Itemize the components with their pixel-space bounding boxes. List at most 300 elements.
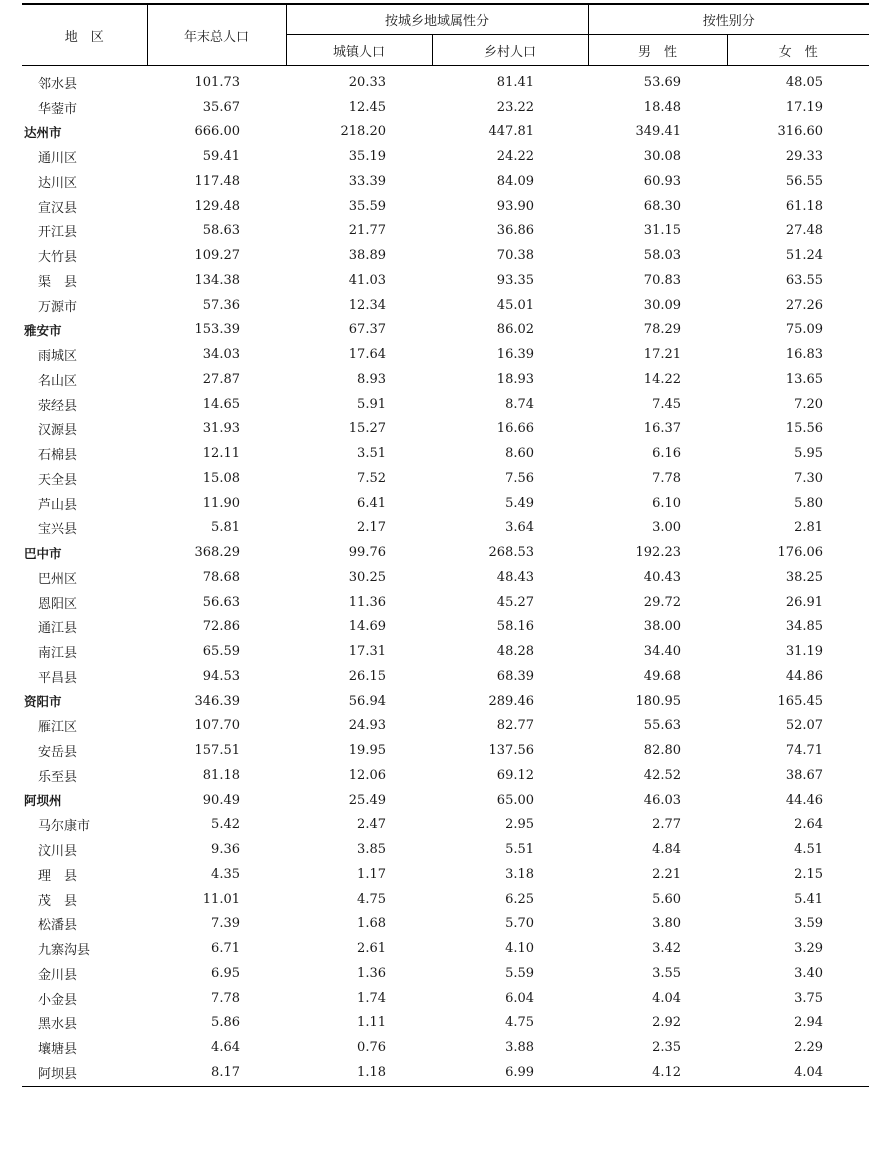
- cell-total-population: 6.95: [211, 965, 240, 981]
- cell-region-name: 巴州区: [38, 571, 78, 587]
- cell-rural-population: 81.41: [496, 74, 535, 90]
- cell-female: 2.81: [794, 520, 824, 536]
- table-row: [22, 417, 869, 442]
- cell-rural-population: 24.22: [496, 149, 535, 165]
- table-row: [22, 763, 869, 788]
- population-table: [22, 3, 869, 1085]
- table-row: [22, 714, 869, 739]
- table-row: [22, 194, 869, 219]
- cell-urban-population: 1.36: [357, 965, 386, 981]
- cell-female: 26.91: [785, 594, 824, 610]
- cell-region-name: 通川区: [38, 151, 78, 167]
- cell-female: 13.65: [785, 371, 824, 387]
- cell-total-population: 72.86: [202, 619, 240, 635]
- cell-rural-population: 18.93: [496, 371, 535, 387]
- cell-female: 15.56: [785, 421, 824, 437]
- cell-total-population: 94.53: [202, 668, 240, 684]
- cell-total-population: 109.27: [194, 248, 240, 264]
- cell-male: 30.08: [643, 149, 682, 165]
- cell-rural-population: 16.66: [496, 421, 535, 437]
- cell-total-population: 6.71: [211, 941, 240, 957]
- cell-female: 31.19: [785, 644, 824, 660]
- cell-total-population: 5.86: [211, 1015, 240, 1031]
- cell-region-name: 南江县: [38, 646, 78, 662]
- cell-urban-population: 67.37: [348, 322, 386, 338]
- table-row: [22, 1011, 869, 1036]
- cell-total-population: 5.81: [211, 520, 240, 536]
- header-rural-population: 乡村人口: [432, 35, 588, 66]
- cell-rural-population: 58.16: [496, 619, 535, 635]
- cell-total-population: 78.68: [202, 569, 240, 585]
- cell-total-population: 157.51: [194, 743, 240, 759]
- cell-male: 2.21: [652, 866, 682, 882]
- cell-rural-population: 268.53: [488, 545, 535, 561]
- cell-urban-population: 12.45: [348, 99, 386, 115]
- cell-female: 2.29: [794, 1040, 824, 1056]
- cell-female: 316.60: [777, 124, 824, 140]
- cell-region-name: 名山区: [38, 373, 78, 389]
- cell-total-population: 368.29: [194, 545, 240, 561]
- cell-rural-population: 4.10: [505, 941, 535, 957]
- cell-total-population: 56.63: [202, 594, 240, 610]
- table-row: [22, 491, 869, 516]
- cell-urban-population: 7.52: [357, 470, 386, 486]
- cell-urban-population: 12.34: [348, 297, 386, 313]
- cell-female: 38.67: [785, 767, 824, 783]
- cell-rural-population: 36.86: [496, 223, 535, 239]
- cell-total-population: 81.18: [202, 767, 240, 783]
- header-female: 女 性: [727, 35, 869, 66]
- cell-total-population: 129.48: [194, 198, 240, 214]
- cell-urban-population: 2.17: [357, 520, 386, 536]
- cell-region-name: 茂 县: [38, 893, 78, 909]
- table-row: [22, 862, 869, 887]
- cell-urban-population: 1.11: [357, 1015, 386, 1031]
- table-header: [22, 4, 869, 66]
- cell-urban-population: 3.85: [357, 842, 386, 858]
- cell-rural-population: 93.90: [496, 198, 535, 214]
- cell-urban-population: 15.27: [348, 421, 386, 437]
- cell-male: 3.80: [652, 916, 682, 932]
- table-row: [22, 144, 869, 169]
- cell-region-name: 九寨沟县: [38, 943, 91, 959]
- cell-region-name: 达州市: [24, 124, 62, 140]
- table-row: [22, 342, 869, 367]
- cell-urban-population: 35.19: [348, 149, 386, 165]
- cell-region-name: 巴中市: [24, 545, 62, 561]
- cell-region-name: 达川区: [38, 175, 78, 191]
- cell-female: 2.94: [794, 1015, 824, 1031]
- cell-total-population: 7.78: [211, 990, 240, 1006]
- table-row: [22, 936, 869, 961]
- table-row: [22, 615, 869, 640]
- table-row: [22, 367, 869, 392]
- cell-male: 180.95: [635, 693, 682, 709]
- cell-rural-population: 23.22: [496, 99, 535, 115]
- cell-female: 74.71: [785, 743, 824, 759]
- cell-total-population: 15.08: [202, 470, 240, 486]
- cell-total-population: 34.03: [202, 347, 240, 363]
- cell-male: 17.21: [643, 347, 682, 363]
- population-table-page: [22, 3, 869, 1085]
- cell-female: 4.04: [794, 1064, 824, 1080]
- cell-male: 29.72: [643, 594, 682, 610]
- table-row: [22, 1035, 869, 1060]
- cell-region-name: 万源市: [38, 299, 78, 315]
- cell-male: 53.69: [643, 74, 682, 90]
- table-row-city: [22, 120, 869, 145]
- cell-rural-population: 45.27: [496, 594, 535, 610]
- cell-female: 165.45: [777, 693, 824, 709]
- cell-male: 349.41: [635, 124, 682, 140]
- cell-rural-population: 16.39: [496, 347, 535, 363]
- cell-rural-population: 5.70: [505, 916, 535, 932]
- cell-total-population: 117.48: [194, 173, 240, 189]
- cell-rural-population: 45.01: [496, 297, 535, 313]
- header-total-population: 年末总人口: [147, 4, 286, 66]
- cell-male: 55.63: [643, 718, 682, 734]
- cell-total-population: 31.93: [202, 421, 240, 437]
- cell-female: 16.83: [785, 347, 824, 363]
- cell-rural-population: 3.18: [505, 866, 535, 882]
- cell-urban-population: 1.18: [357, 1064, 386, 1080]
- table-row-city: [22, 318, 869, 343]
- cell-region-name: 理 县: [38, 868, 78, 884]
- cell-region-name: 金川县: [38, 967, 78, 983]
- cell-urban-population: 3.51: [357, 446, 386, 462]
- cell-male: 82.80: [643, 743, 682, 759]
- cell-region-name: 恩阳区: [38, 596, 78, 612]
- cell-total-population: 12.11: [202, 446, 240, 462]
- cell-region-name: 乐至县: [38, 769, 78, 785]
- table-row: [22, 639, 869, 664]
- cell-urban-population: 33.39: [348, 173, 386, 189]
- cell-total-population: 346.39: [194, 693, 240, 709]
- cell-male: 60.93: [643, 173, 682, 189]
- cell-region-name: 渠 县: [38, 274, 78, 290]
- cell-region-name: 邻水县: [38, 76, 78, 92]
- cell-urban-population: 24.93: [348, 718, 386, 734]
- cell-male: 70.83: [643, 272, 682, 288]
- cell-female: 27.26: [785, 297, 824, 313]
- cell-region-name: 芦山县: [38, 497, 78, 513]
- cell-male: 2.35: [652, 1040, 682, 1056]
- cell-urban-population: 0.76: [357, 1040, 386, 1056]
- cell-region-name: 荥经县: [38, 398, 78, 414]
- cell-male: 7.78: [652, 470, 682, 486]
- cell-rural-population: 6.04: [505, 990, 535, 1006]
- cell-female: 4.51: [794, 842, 824, 858]
- table-row: [22, 1060, 869, 1085]
- cell-total-population: 27.87: [202, 371, 240, 387]
- cell-total-population: 14.65: [202, 396, 240, 412]
- cell-total-population: 90.49: [202, 792, 240, 808]
- table-row: [22, 565, 869, 590]
- cell-urban-population: 19.95: [348, 743, 386, 759]
- table-row: [22, 986, 869, 1011]
- cell-male: 3.55: [652, 965, 682, 981]
- table-row-city: [22, 788, 869, 813]
- cell-urban-population: 1.17: [357, 866, 386, 882]
- cell-rural-population: 70.38: [496, 248, 535, 264]
- cell-urban-population: 41.03: [348, 272, 386, 288]
- cell-region-name: 华蓥市: [38, 101, 78, 117]
- cell-male: 5.60: [652, 891, 682, 907]
- cell-rural-population: 8.60: [505, 446, 535, 462]
- cell-male: 46.03: [643, 792, 682, 808]
- cell-rural-population: 86.02: [496, 322, 535, 338]
- cell-male: 7.45: [652, 396, 682, 412]
- cell-male: 31.15: [643, 223, 682, 239]
- cell-region-name: 宣汉县: [38, 200, 78, 216]
- cell-urban-population: 38.89: [348, 248, 386, 264]
- cell-urban-population: 14.69: [348, 619, 386, 635]
- cell-urban-population: 21.77: [348, 223, 386, 239]
- cell-rural-population: 84.09: [496, 173, 535, 189]
- table-row: [22, 738, 869, 763]
- cell-region-name: 壤塘县: [38, 1042, 78, 1058]
- cell-total-population: 666.00: [194, 124, 240, 140]
- cell-urban-population: 25.49: [348, 792, 386, 808]
- cell-total-population: 7.39: [211, 916, 240, 932]
- table-row-city: [22, 689, 869, 714]
- cell-total-population: 134.38: [194, 272, 240, 288]
- cell-total-population: 9.36: [211, 842, 240, 858]
- cell-total-population: 8.17: [211, 1064, 240, 1080]
- table-row: [22, 466, 869, 491]
- table-row: [22, 95, 869, 120]
- cell-urban-population: 99.76: [348, 545, 386, 561]
- cell-total-population: 58.63: [202, 223, 240, 239]
- cell-urban-population: 2.61: [357, 941, 386, 957]
- cell-region-name: 天全县: [38, 472, 78, 488]
- cell-region-name: 松潘县: [38, 918, 78, 934]
- cell-region-name: 平昌县: [38, 670, 78, 686]
- cell-urban-population: 20.33: [348, 74, 386, 90]
- cell-rural-population: 6.25: [505, 891, 535, 907]
- cell-total-population: 153.39: [194, 322, 240, 338]
- table-row: [22, 268, 869, 293]
- cell-female: 61.18: [785, 198, 824, 214]
- cell-rural-population: 5.51: [505, 842, 535, 858]
- table-row: [22, 887, 869, 912]
- cell-region-name: 阿坝县: [38, 1066, 78, 1082]
- cell-male: 3.42: [652, 941, 682, 957]
- cell-female: 3.40: [794, 965, 824, 981]
- cell-female: 5.95: [794, 446, 824, 462]
- cell-urban-population: 26.15: [348, 668, 386, 684]
- cell-male: 6.16: [652, 446, 682, 462]
- cell-urban-population: 2.47: [357, 817, 386, 833]
- cell-male: 42.52: [643, 767, 682, 783]
- cell-rural-population: 5.49: [505, 495, 535, 511]
- cell-female: 56.55: [785, 173, 824, 189]
- cell-region-name: 大竹县: [38, 250, 78, 266]
- cell-female: 2.64: [794, 817, 824, 833]
- cell-rural-population: 8.74: [505, 396, 535, 412]
- cell-female: 52.07: [785, 718, 824, 734]
- cell-region-name: 雁江区: [38, 720, 78, 736]
- table-row: [22, 590, 869, 615]
- cell-rural-population: 289.46: [488, 693, 535, 709]
- table-row: [22, 961, 869, 986]
- cell-urban-population: 17.31: [348, 644, 386, 660]
- cell-total-population: 59.41: [202, 149, 240, 165]
- cell-total-population: 101.73: [194, 74, 240, 90]
- cell-male: 14.22: [643, 371, 682, 387]
- cell-total-population: 57.36: [202, 297, 240, 313]
- cell-rural-population: 4.75: [505, 1015, 535, 1031]
- cell-urban-population: 30.25: [348, 569, 386, 585]
- cell-female: 34.85: [785, 619, 824, 635]
- cell-female: 5.80: [794, 495, 824, 511]
- cell-male: 6.10: [652, 495, 682, 511]
- cell-rural-population: 48.43: [496, 569, 535, 585]
- cell-region-name: 汶川县: [38, 844, 78, 860]
- cell-male: 2.77: [652, 817, 682, 833]
- cell-male: 58.03: [643, 248, 682, 264]
- cell-rural-population: 2.95: [505, 817, 535, 833]
- table-body: [22, 66, 869, 1085]
- table-row: [22, 243, 869, 268]
- cell-male: 3.00: [652, 520, 682, 536]
- cell-male: 18.48: [643, 99, 682, 115]
- table-row: [22, 813, 869, 838]
- cell-rural-population: 6.99: [505, 1064, 535, 1080]
- header-male: 男 性: [588, 35, 727, 66]
- cell-male: 192.23: [635, 545, 682, 561]
- table-row: [22, 441, 869, 466]
- cell-total-population: 65.59: [202, 644, 240, 660]
- cell-total-population: 5.42: [211, 817, 240, 833]
- cell-urban-population: 1.74: [357, 990, 386, 1006]
- cell-region-name: 汉源县: [38, 423, 78, 439]
- cell-male: 40.43: [643, 569, 682, 585]
- cell-rural-population: 68.39: [496, 668, 535, 684]
- header-urban-population: 城镇人口: [286, 35, 432, 66]
- cell-rural-population: 3.64: [505, 520, 535, 536]
- cell-region-name: 资阳市: [24, 694, 62, 710]
- cell-total-population: 11.01: [202, 891, 240, 907]
- cell-region-name: 通江县: [38, 621, 78, 637]
- cell-region-name: 小金县: [38, 992, 78, 1008]
- cell-female: 48.05: [785, 74, 824, 90]
- cell-male: 4.04: [652, 990, 682, 1006]
- header-by-area: 按城乡地域属性分: [286, 4, 588, 35]
- cell-male: 68.30: [643, 198, 682, 214]
- cell-total-population: 4.64: [211, 1040, 240, 1056]
- cell-female: 7.20: [794, 396, 824, 412]
- cell-region-name: 安岳县: [38, 745, 78, 761]
- cell-urban-population: 218.20: [340, 124, 386, 140]
- cell-female: 5.41: [794, 891, 824, 907]
- cell-female: 44.86: [785, 668, 824, 684]
- cell-rural-population: 3.88: [505, 1040, 535, 1056]
- cell-urban-population: 1.68: [357, 916, 386, 932]
- cell-region-name: 阿坝州: [24, 793, 62, 809]
- cell-male: 16.37: [643, 421, 682, 437]
- cell-region-name: 宝兴县: [38, 522, 78, 538]
- cell-female: 63.55: [785, 272, 824, 288]
- cell-female: 3.75: [794, 990, 824, 1006]
- cell-male: 49.68: [643, 668, 682, 684]
- cell-rural-population: 69.12: [496, 767, 535, 783]
- cell-male: 78.29: [643, 322, 682, 338]
- cell-rural-population: 7.56: [505, 470, 535, 486]
- cell-female: 3.29: [794, 941, 824, 957]
- cell-female: 3.59: [794, 916, 824, 932]
- cell-urban-population: 56.94: [348, 693, 386, 709]
- cell-female: 17.19: [785, 99, 824, 115]
- cell-rural-population: 65.00: [496, 792, 535, 808]
- cell-male: 4.12: [652, 1064, 682, 1080]
- cell-urban-population: 6.41: [357, 495, 386, 511]
- cell-total-population: 4.35: [211, 866, 240, 882]
- cell-female: 51.24: [785, 248, 824, 264]
- cell-female: 29.33: [785, 149, 824, 165]
- cell-rural-population: 93.35: [496, 272, 535, 288]
- cell-female: 38.25: [785, 569, 824, 585]
- cell-region-name: 雅安市: [24, 322, 62, 338]
- cell-rural-population: 5.59: [505, 965, 535, 981]
- table-row: [22, 169, 869, 194]
- cell-total-population: 35.67: [202, 99, 240, 115]
- cell-male: 2.92: [652, 1015, 682, 1031]
- cell-urban-population: 12.06: [348, 767, 386, 783]
- table-bottom-rule: [22, 1086, 869, 1087]
- cell-region-name: 石棉县: [38, 448, 78, 464]
- table-row: [22, 516, 869, 541]
- table-row: [22, 293, 869, 318]
- cell-male: 30.09: [643, 297, 682, 313]
- header-region: 地 区: [22, 4, 147, 66]
- table-row: [22, 837, 869, 862]
- table-row: [22, 912, 869, 937]
- cell-region-name: 雨城区: [38, 349, 78, 365]
- table-row: [22, 66, 869, 95]
- cell-urban-population: 8.93: [357, 371, 386, 387]
- cell-urban-population: 4.75: [357, 891, 386, 907]
- cell-urban-population: 17.64: [348, 347, 386, 363]
- cell-rural-population: 48.28: [496, 644, 535, 660]
- cell-male: 4.84: [652, 842, 682, 858]
- cell-rural-population: 82.77: [496, 718, 535, 734]
- cell-rural-population: 137.56: [488, 743, 535, 759]
- header-by-sex: 按性别分: [588, 4, 869, 35]
- table-row: [22, 392, 869, 417]
- table-row-city: [22, 540, 869, 565]
- table-row: [22, 664, 869, 689]
- cell-urban-population: 11.36: [348, 594, 386, 610]
- cell-male: 34.40: [643, 644, 682, 660]
- cell-female: 75.09: [785, 322, 824, 338]
- cell-region-name: 开江县: [38, 225, 78, 241]
- table-row: [22, 219, 869, 244]
- cell-region-name: 马尔康市: [38, 819, 91, 835]
- cell-female: 176.06: [777, 545, 824, 561]
- cell-female: 44.46: [785, 792, 824, 808]
- cell-urban-population: 5.91: [357, 396, 386, 412]
- cell-region-name: 黑水县: [38, 1017, 78, 1033]
- cell-female: 7.30: [794, 470, 824, 486]
- cell-male: 38.00: [643, 619, 682, 635]
- cell-urban-population: 35.59: [348, 198, 386, 214]
- cell-total-population: 107.70: [194, 718, 240, 734]
- cell-female: 2.15: [794, 866, 824, 882]
- cell-rural-population: 447.81: [488, 124, 535, 140]
- cell-total-population: 11.90: [202, 495, 240, 511]
- cell-female: 27.48: [785, 223, 824, 239]
